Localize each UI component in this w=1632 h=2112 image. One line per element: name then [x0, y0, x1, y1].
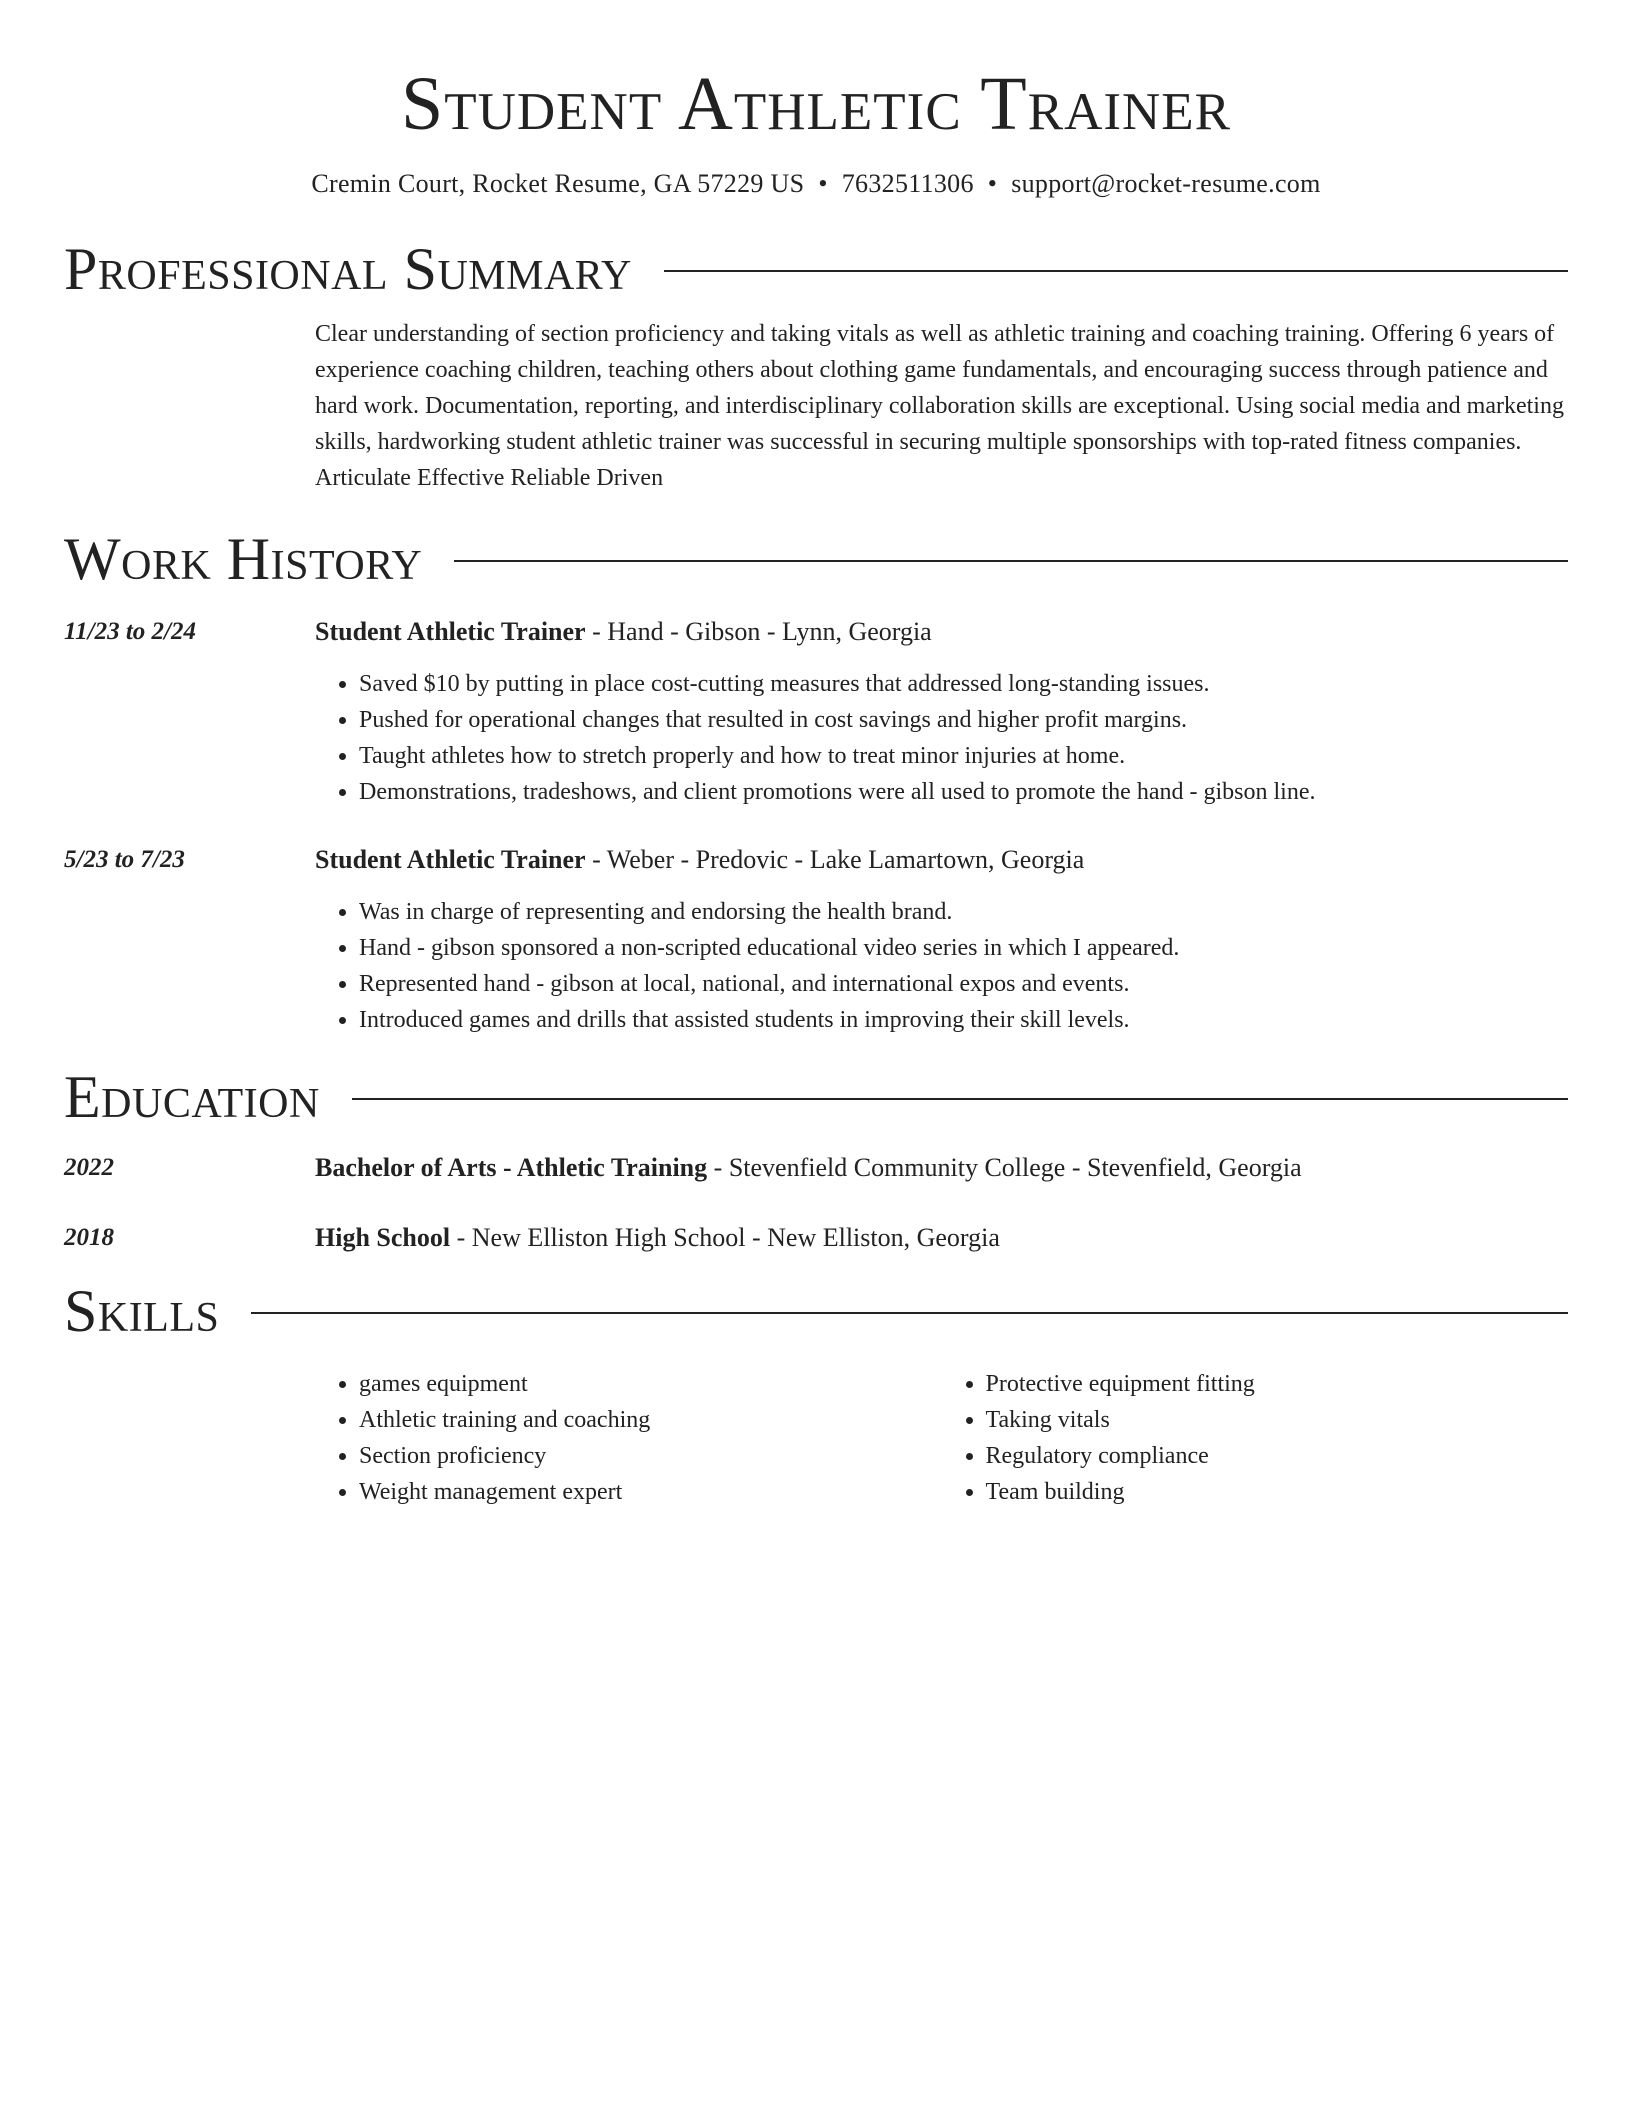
list-item: • Hand - gibson sponsored a non-scripted educational video series in which I appeared.	[359, 930, 1568, 966]
work-heading: Work History	[64, 526, 423, 592]
work-entry-body	[315, 844, 1568, 1038]
list-item: • Taught athletes how to stretch properly and how to treat minor injuries at home.	[359, 738, 1568, 774]
education-details: - New Elliston High School - New Elliston, Georgia	[450, 1223, 1000, 1252]
education-heading: Education	[64, 1064, 320, 1130]
work-section-header	[64, 526, 1568, 592]
skill-item: • Regulatory compliance	[986, 1438, 1569, 1474]
work-dates: 5/23 to 7/23	[64, 846, 185, 873]
contact-phone: 7632511306	[841, 169, 974, 198]
education-title-line	[315, 1222, 1568, 1254]
list-item: • Pushed for operational changes that resulted in cost savings and higher profit margins.	[359, 702, 1568, 738]
section-divider	[251, 1312, 1568, 1314]
section-divider	[352, 1098, 1568, 1100]
summary-section-header	[64, 236, 1568, 302]
skills-grid	[315, 1366, 1568, 1510]
skills-column-left	[315, 1366, 942, 1510]
education-section-header	[64, 1064, 1568, 1130]
work-entry-body	[315, 616, 1568, 810]
skill-item: • Weight management expert	[359, 1474, 942, 1510]
contact-separator: •	[818, 169, 828, 198]
education-year: 2022	[64, 1154, 114, 1181]
work-entry	[64, 844, 1568, 1038]
education-year: 2018	[64, 1224, 114, 1251]
summary-text: Clear understanding of section proficiency and taking vitals as well as athletic training and coaching training. Offering 6 years of experience coaching children, teaching others about clothing game fundamentals, and encouraging success through patience and hard work. Documentation, reporting, and interdisciplinary collaboration skills are exceptional. Using social media and marketing skills, hardworking student athletic trainer was successful in securing multiple sponsorships with top-rated fitness companies. Articulate Effective Reliable Driven	[315, 321, 1564, 491]
skills-section-header	[64, 1278, 1568, 1344]
education-entry-body	[315, 1222, 1568, 1254]
education-title-line	[315, 1152, 1568, 1184]
skill-item: • Section proficiency	[359, 1438, 942, 1474]
work-dates: 11/23 to 2/24	[64, 618, 196, 645]
contact-separator: •	[987, 169, 998, 198]
summary-heading: Professional Summary	[64, 236, 632, 302]
skill-item: • Athletic training and coaching	[359, 1402, 942, 1438]
section-divider	[454, 560, 1568, 562]
job-details: - Weber - Predovic - Lake Lamartown, Georgia	[585, 845, 1085, 874]
education-entry	[64, 1222, 1568, 1254]
work-bullets	[315, 894, 1568, 1038]
list-item: • Saved $10 by putting in place cost-cutting measures that addressed long-standing issues.	[359, 666, 1568, 702]
education-details: - Stevenfield Community College - Stevenfield, Georgia	[707, 1153, 1302, 1182]
work-entry	[64, 616, 1568, 810]
list-item: • Introduced games and drills that assisted students in improving their skill levels.	[359, 1002, 1568, 1038]
skill-item: • Taking vitals	[986, 1402, 1569, 1438]
list-item: • Demonstrations, tradeshows, and client promotions were all used to promote the hand - gibson line.	[359, 774, 1568, 810]
job-title: Student Athletic Trainer	[315, 845, 586, 874]
contact-email: support@rocket-resume.com	[1011, 169, 1321, 198]
skill-item: • Protective equipment fitting	[986, 1366, 1569, 1402]
degree-name: High School	[315, 1223, 451, 1252]
section-divider	[664, 270, 1568, 272]
job-details: - Hand - Gibson - Lynn, Georgia	[585, 617, 932, 646]
contact-address: Cremin Court, Rocket Resume, GA 57229 US	[311, 169, 805, 198]
contact-line	[64, 168, 1568, 200]
education-entry	[64, 1152, 1568, 1184]
skills-heading: Skills	[64, 1278, 220, 1344]
work-title-line	[315, 616, 1568, 648]
degree-name: Bachelor of Arts - Athletic Training	[315, 1153, 708, 1182]
work-bullets	[315, 666, 1568, 810]
work-title-line	[315, 844, 1568, 876]
resume-name: Student Athletic Trainer	[400, 62, 1231, 146]
skill-item: • games equipment	[359, 1366, 942, 1402]
job-title: Student Athletic Trainer	[315, 617, 586, 646]
list-item: • Was in charge of representing and endorsing the health brand.	[359, 894, 1568, 930]
skill-item: • Team building	[986, 1474, 1569, 1510]
list-item: • Represented hand - gibson at local, national, and international expos and events.	[359, 966, 1568, 1002]
education-entry-body	[315, 1152, 1568, 1184]
skills-column-right	[942, 1366, 1569, 1510]
